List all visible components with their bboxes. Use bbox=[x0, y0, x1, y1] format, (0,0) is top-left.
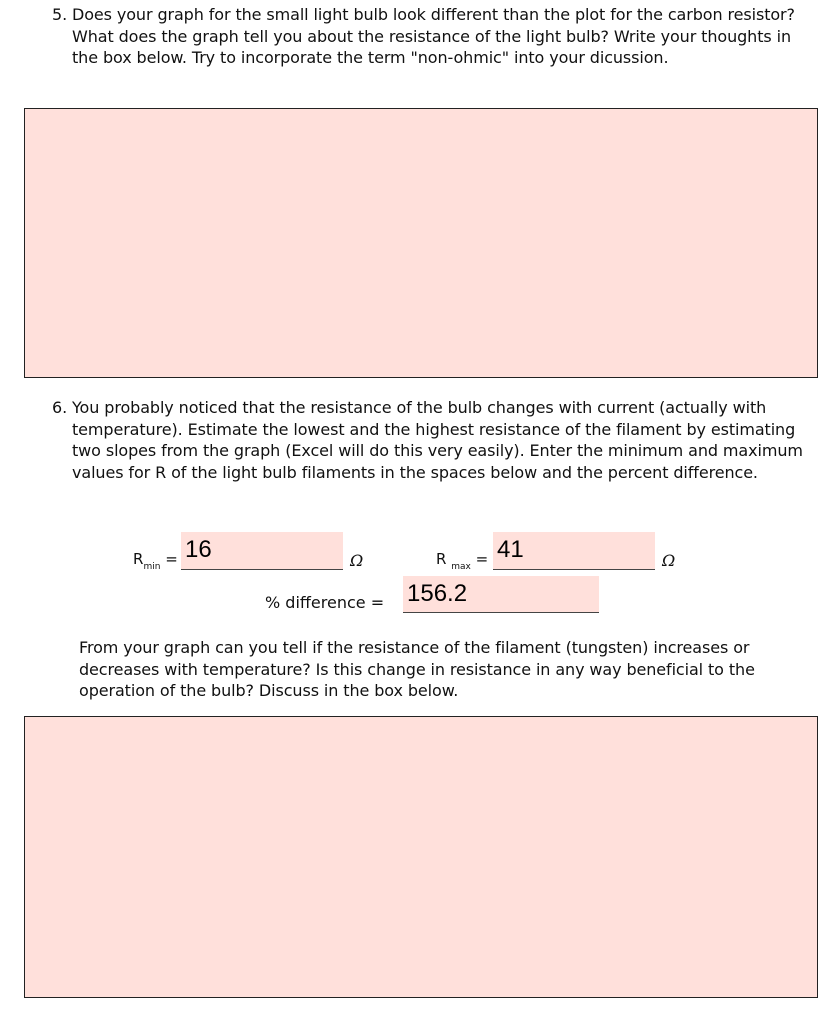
rmin-subscript: min bbox=[143, 562, 161, 572]
question-5-number: 5. bbox=[52, 5, 68, 24]
rmin-unit: Ω bbox=[350, 551, 364, 570]
question-5 bbox=[52, 4, 812, 69]
question-5-answer-box[interactable] bbox=[24, 108, 818, 378]
rmin-input[interactable]: 16 bbox=[181, 532, 343, 570]
rmax-unit: Ω bbox=[662, 551, 676, 570]
question-6-followup bbox=[79, 637, 819, 702]
percent-difference-input[interactable]: 156.2 bbox=[403, 576, 599, 613]
rmax-equals: = bbox=[475, 550, 489, 568]
rmin-symbol: R bbox=[133, 550, 144, 568]
rmax-label bbox=[436, 550, 488, 572]
question-6-answer-box[interactable] bbox=[24, 716, 818, 998]
rmax-symbol: R bbox=[436, 550, 447, 568]
percent-difference-label bbox=[265, 593, 384, 612]
rmax-input[interactable]: 41 bbox=[493, 532, 655, 570]
rmin-equals: = bbox=[165, 550, 178, 568]
rmax-subscript: max bbox=[451, 562, 471, 572]
percent-difference-equals: = bbox=[370, 593, 385, 612]
question-6-number: 6. bbox=[52, 398, 68, 417]
question-6-followup-text: From your graph can you tell if the resistance of the filament (tungsten) increases or decreases with temperature? Is this change in resistance in any way beneficial to the operation of the bulb? Discuss in the box below. bbox=[79, 638, 755, 700]
question-6-text: You probably noticed that the resistance of the bulb changes with current (actually with temperature). Estimate the lowest and the highest resistance of the filament by estimating two slopes from the graph (Excel will do this very easily). Enter the minimum and maximum values for R of the light bulb filaments in the spaces below and the percent difference. bbox=[72, 398, 803, 482]
question-6 bbox=[52, 397, 812, 483]
rmin-label bbox=[133, 550, 178, 572]
percent-difference-text: % difference bbox=[265, 593, 366, 612]
question-5-text: Does your graph for the small light bulb look different than the plot for the carbon resistor? What does the graph tell you about the resistance of the light bulb? Write your thoughts in the box below. Try to incorporate the term "non-ohmic" into your dicussion. bbox=[72, 5, 795, 67]
